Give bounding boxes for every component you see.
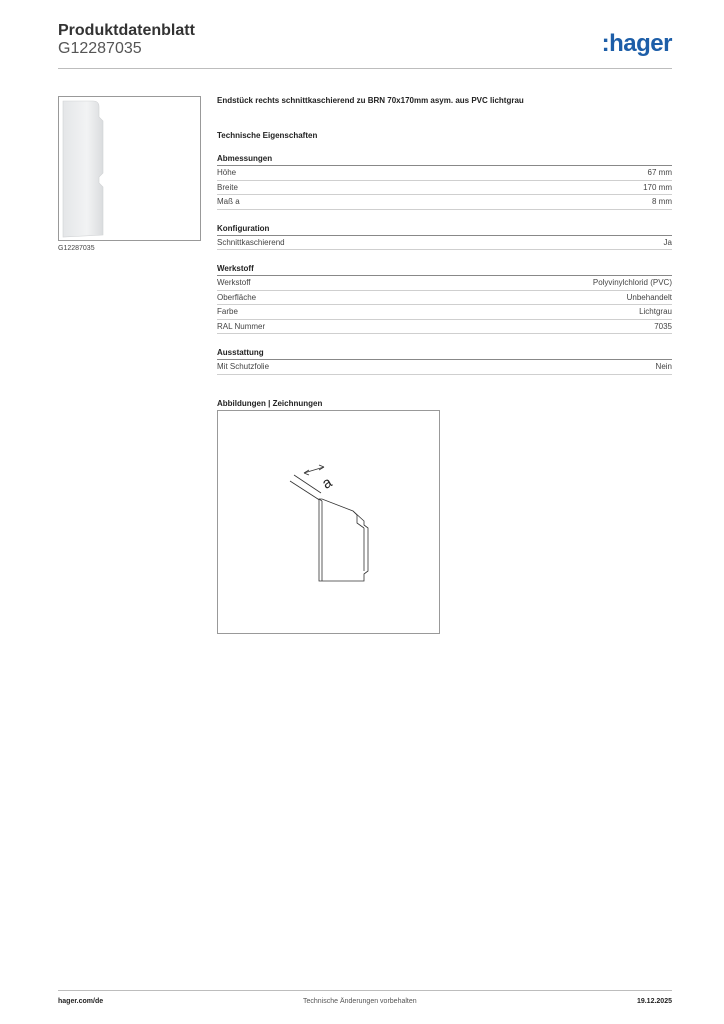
row-label: Schnittkaschierend [217, 237, 285, 247]
row-label: Maß a [217, 197, 240, 206]
table-row [217, 236, 672, 251]
table-row [217, 181, 672, 196]
table-row [217, 360, 672, 375]
row-value: Ja [663, 237, 672, 247]
product-description: Endstück rechts schnittkaschierend zu BRN 70x170mm asym. aus PVC lichtgrau [217, 96, 524, 105]
table-row [217, 166, 672, 181]
row-label: RAL Nummer [217, 321, 266, 331]
row-value: Nein [655, 362, 672, 371]
row-label: Werkstoff [217, 278, 251, 287]
table-row [217, 276, 672, 291]
footer-disclaimer: Technische Änderungen vorbehalten [303, 998, 417, 1005]
row-value: 7035 [654, 321, 672, 331]
header-divider [58, 68, 672, 69]
table-row [217, 305, 672, 320]
drawings-title: Abbildungen | Zeichnungen [217, 398, 323, 408]
product-photo [59, 97, 202, 242]
group-title: Konfiguration [217, 224, 672, 236]
row-value: 8 mm [652, 197, 672, 206]
content-column [217, 96, 672, 408]
row-value: Unbehandelt [626, 292, 672, 302]
product-code: G12287035 [58, 40, 142, 57]
product-thumbnail [58, 96, 201, 241]
table-row [217, 320, 672, 335]
group-ausstattung [217, 348, 672, 375]
footer-website-link[interactable]: hager.com/de [58, 998, 104, 1005]
page-title: Produktdatenblatt [58, 22, 195, 39]
row-label: Mit Schutzfolie [217, 362, 270, 371]
row-label: Oberfläche [217, 292, 257, 302]
row-label: Höhe [217, 168, 237, 177]
hager-logo: :hager [601, 30, 672, 57]
row-value: 67 mm [647, 168, 672, 177]
row-value: 170 mm [643, 182, 672, 192]
row-value: Lichtgrau [639, 307, 672, 316]
row-label: Farbe [217, 307, 238, 316]
table-row [217, 291, 672, 306]
footer-date: 19.12.2025 [636, 998, 672, 1005]
dimension-label: a [319, 473, 336, 493]
footer-divider [58, 990, 672, 991]
group-title: Abmessungen [217, 154, 672, 166]
technical-drawing [217, 410, 440, 634]
group-konfiguration [217, 224, 672, 251]
group-title: Werkstoff [217, 264, 672, 276]
row-value: Polyvinylchlorid (PVC) [592, 278, 672, 287]
group-abmessungen [217, 154, 672, 210]
thumbnail-caption: G12287035 [58, 245, 95, 252]
end-cap-drawing [218, 411, 441, 635]
row-label: Breite [217, 182, 238, 192]
group-werkstoff [217, 264, 672, 334]
page-header [58, 22, 672, 70]
group-title: Ausstattung [217, 348, 672, 360]
table-row [217, 195, 672, 210]
technical-properties-title: Technische Eigenschaften [217, 131, 318, 140]
